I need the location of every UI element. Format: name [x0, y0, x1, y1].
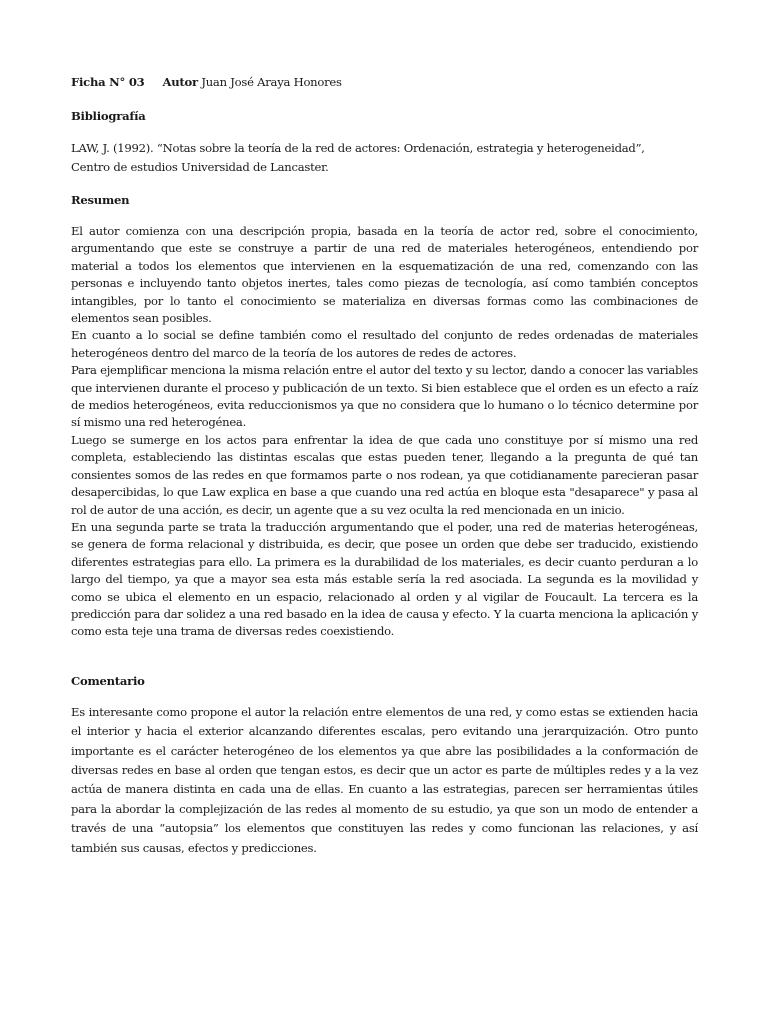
- autor-label: Autor: [162, 75, 198, 89]
- resumen-paragraph: En cuanto a lo social se define también como el resultado del conjunto de redes ordenadas de materiales heterogéneos dentro del marco de la teoría de los autores de redes de actores.: [71, 328, 698, 360]
- comentario-heading: Comentario: [71, 673, 145, 688]
- comentario-paragraph: Es interesante como propone el autor la relación entre elementos de una red, y como estas se extienden hacia el interior y hacia el exterior alcanzando diferentes escalas, pero evitando una jerarquización. Otro punto importante es el carácter heterogéneo de los elementos ya que abre las posibilidades a la conformación de diversas redes en base al orden que tengan estos, es decir que un actor es parte de múltiples redes y a la vez actúa de manera distinta en cada una de ellas. En cuanto a las estrategias, parecen ser herramientas útiles para la abordar la complejización de las redes al momento de su estudio, ya que son un modo de entender a través de una “autopsia” los elementos que constituyen las redes y como funcionan las relaciones, y así también sus causas, efectos y predicciones.: [71, 704, 698, 855]
- document-header: [71, 72, 698, 92]
- ficha-label: Ficha N° 03: [71, 75, 145, 89]
- resumen-paragraph: Para ejemplificar menciona la misma relación entre el autor del texto y su lector, dando a conocer las variables que intervienen durante el proceso y publicación de un texto. Si bien establece que el orden es un efecto a raíz de medios heterogéneos, evita reduccionismos ya que no considera que lo humano o lo técnico determine por sí mismo una red heterogénea.: [71, 363, 698, 430]
- resumen-paragraph: En una segunda parte se trata la traducción argumentando que el poder, una red de materias heterogéneas, se genera de forma relacional y distribuida, es decir, que posee un orden que debe ser traducido, existiendo diferentes estrategias para ello. La primera es la durabilidad de los materiales, es decir cuanto perduran a lo largo del tiempo, ya que a mayor sea esta más estable sería la red asociada. La segunda es la movilidad y como se ubica el elemento en un espacio, relacionado al orden y al vigilar de Foucault. La tercera es la predicción para dar solidez a una red basado en la idea de causa y efecto. Y la cuarta menciona la aplicación y como esta teje una trama de diversas redes coexistiendo.: [71, 519, 698, 639]
- resumen-paragraph: Luego se sumerge en los actos para enfrentar la idea de que cada uno constituye por sí mismo una red completa, estableciendo las distintas escalas que estas pueden tener, llegando a la pregunta de qué tan consientes somos de las redes en que formamos parte o nos rodean, ya que cotidianamente parecieran pasar desapercibidas, lo que Law explica en base a que cuando una red actúa en bloque esta "desaparece" y pasa al rol de autor de una acción, es decir, un agente que a su vez oculta la red mencionada en un inicio.: [71, 432, 698, 517]
- reference-line-2: Centro de estudios Universidad de Lancaster.: [71, 160, 329, 174]
- resumen-body: [71, 223, 698, 641]
- resumen-paragraph: El autor comienza con una descripción propia, basada en la teoría de actor red, sobre el conocimiento, argumentando que este se construye a partir de una red de materiales heterogéneos, entendiendo por material a todos los elementos que intervienen en la esquematización de una red, comenzando con las personas e incluyendo tanto objetos inertes, tales como piezas de tecnología, así como también conceptos intangibles, por lo tanto el conocimiento se materializa en diversas formas como las combinaciones de elementos sean posibles.: [71, 224, 698, 326]
- document-body: [71, 72, 698, 858]
- resumen-heading: Resumen: [71, 193, 130, 207]
- bibliografia-reference: [71, 139, 698, 177]
- reference-line-1: LAW, J. (1992). “Notas sobre la teoría de la red de actores: Ordenación, estrategia y heterogeneidad”,: [71, 141, 645, 155]
- autor-name: Juan José Araya Honores: [201, 75, 342, 89]
- bibliografia-heading: Bibliografía: [71, 109, 146, 123]
